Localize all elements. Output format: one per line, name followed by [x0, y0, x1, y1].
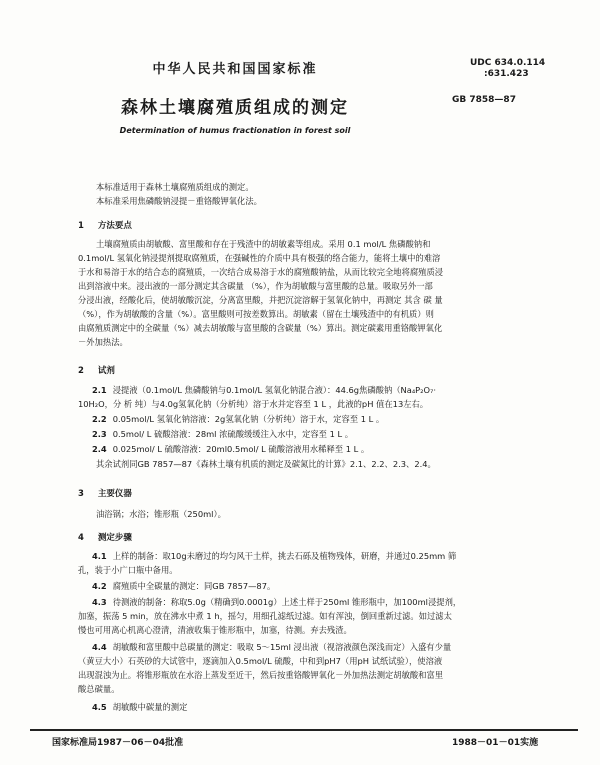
section-2-heading — [78, 364, 115, 376]
section-3-number: 3 — [78, 489, 84, 499]
item-number: 2.4 — [92, 444, 107, 454]
section-3-title: 主要仪器 — [97, 489, 132, 499]
step-4-5 — [92, 701, 187, 714]
section-1-title: 方法要点 — [97, 221, 132, 231]
item-text: 待测液的制备：称取5.0g（精确到0.0001g）上述土样于250ml 锥形瓶中，加100ml浸提剂， — [112, 597, 462, 607]
step-4-4-cont-1: （黄豆大小）石英砂的大试管中，逐滴加入0.5mol/L 硫酸，中和到pH7（用pH 试纸试验），使溶液 — [78, 656, 443, 666]
item-text: 0.05mol/L 氢氧化钠溶液：2g氢氧化钠（分析纯）溶于水，定容至 1 L 。 — [112, 414, 385, 424]
section-4-heading — [78, 531, 132, 543]
item-number: 2.2 — [92, 414, 107, 424]
step-4-3 — [92, 596, 580, 609]
item-text: 腐殖质中全碳量的测定：同GB 7857—87。 — [112, 581, 276, 591]
reagent-2-2 — [92, 413, 384, 426]
reagent-2-4 — [92, 443, 369, 456]
intro-line-2: 本标准采用焦磷酸钠浸提－重铬酸钾氧化法。 — [96, 196, 262, 206]
item-text: 胡敏酸和富里酸中总碳量的测定：吸取 5～15ml 浸出液（视溶液颜色深浅而定）入盛有少量 — [112, 642, 452, 652]
udc-line-1: UDC 634.0.114 — [470, 58, 546, 68]
item-text: 浸提液（0.1mol/L 焦磷酸钠与0.1mol/L 氢氧化钠混合液）：44.6g焦磷酸钠（Na₄P₂O₇· — [112, 385, 436, 395]
section-4-number: 4 — [78, 533, 84, 543]
issuer-header: 中华人民共和国国家标准 — [152, 62, 318, 77]
gb-code: GB 7858—87 — [452, 95, 516, 105]
s1-line-4: 出到溶液中来。浸出液的一部分测定其含碳量 （%），作为胡敏酸与富里酸的总量。吸取另外一部 — [78, 281, 433, 291]
section-2-title: 试剂 — [97, 366, 115, 376]
s1-line-5: 分浸出液，经酸化后，使胡敏酸沉淀，分离富里酸，并把沉淀溶解于氢氧化钠中，再测定 其含 碳 量 — [78, 295, 443, 305]
section-4-title: 测定步骤 — [97, 533, 132, 543]
step-4-1 — [92, 550, 580, 563]
instruments-text: 油浴锅；水浴；锥形瓶（250ml）。 — [96, 509, 226, 519]
section-2-number: 2 — [78, 366, 84, 376]
reagent-2-1 — [92, 384, 580, 397]
section-3-heading — [78, 487, 132, 499]
step-4-3-cont-1: 加塞，振荡 5 min，放在沸水中煮 1 h，摇匀，用细孔滤纸过滤。如有浑浊，倒回重新过滤。如过滤太 — [78, 611, 452, 621]
section-1-heading — [78, 219, 132, 231]
step-4-4-cont-3: 酸总碳量。 — [78, 684, 120, 694]
item-text: 上样的制备：取10g未磨过的均匀风干土样，挑去石砾及植物残体，研磨，并通过0.25mm 筛 — [112, 551, 457, 561]
s1-line-3: 于水和易溶于水的结合态的腐殖质，一次结合成易溶于水的腐殖酸钠盐，从而比较完全地将腐殖质浸 — [78, 267, 444, 277]
step-4-3-cont-2: 慢也可用离心机离心澄清，清液收集于锥形瓶中，加塞，待测。弃去残渣。 — [78, 625, 352, 635]
reagent-other: 其余试剂同GB 7857—87《森林土壤有机质的测定及碳氮比的计算》2.1、2.2、2.3、2.4。 — [96, 459, 436, 469]
item-number: 4.1 — [92, 551, 107, 561]
approval-date: 国家标准局1987－06－04批准 — [52, 738, 184, 748]
item-text: 0.5mol/ L 硫酸溶液：28ml 浓硫酸缓缓注入水中，定容至 1 L 。 — [112, 429, 354, 439]
step-4-4 — [92, 641, 580, 654]
document-title: 森林土壤腐殖质组成的测定 — [121, 98, 349, 118]
footer-divider — [30, 729, 578, 731]
reagent-2-1-cont: 10H₂O，分 析 纯）与4.0g氢氧化钠（分析纯）溶于水并定容至 1 L ，此液的pH 值在13左右。 — [78, 399, 429, 409]
udc-code — [470, 58, 545, 80]
step-4-2 — [92, 580, 275, 593]
item-number: 4.4 — [92, 642, 107, 652]
s1-line-7: 由腐殖质测定中的全碳量（%）减去胡敏酸与富里酸的含碳量（%）算出。测定碳素用重铬酸钾氧化 — [78, 323, 443, 333]
document-subtitle: Determination of humus fractionation in forest soil — [119, 126, 351, 135]
intro-line-1: 本标准适用于森林土壤腐殖质组成的测定。 — [96, 182, 254, 192]
s1-line-2: 0.1mol/L 氢氧化钠浸提剂提取腐殖质，在强碱性的介质中具有极强的络合能力，能将土壤中的难溶 — [78, 253, 441, 263]
section-1-number: 1 — [78, 221, 84, 231]
effective-date: 1988－01－01实施 — [452, 738, 539, 748]
s1-line-1: 土壤腐殖质由胡敏酸、富里酸和存在于残渣中的胡敏素等组成。采用 0.1 mol/L 焦磷酸钠和 — [96, 239, 431, 249]
udc-line-2: :631.423 — [484, 69, 529, 79]
item-text: 胡敏酸中碳量的测定 — [112, 702, 188, 712]
item-number: 2.3 — [92, 429, 107, 439]
step-4-1-cont: 孔，装于小广口瓶中备用。 — [78, 565, 178, 575]
s1-line-6: （%），作为胡敏酸的含量（%）。富里酸则可按差数算出。胡敏素（留在土壤残渣中的有机质）则 — [78, 309, 434, 319]
item-number: 4.3 — [92, 597, 107, 607]
item-text: 0.025mol/ L 硫酸溶液：20ml0.5mol/ L 硫酸溶液用水稀释至 1 L 。 — [112, 444, 370, 454]
reagent-2-3 — [92, 428, 353, 441]
item-number: 4.2 — [92, 581, 107, 591]
s1-line-8: －外加热法。 — [78, 337, 128, 347]
item-number: 2.1 — [92, 385, 107, 395]
item-number: 4.5 — [92, 702, 107, 712]
step-4-4-cont-2: 出现混浊为止。将锥形瓶放在水浴上蒸发至近干，然后按重铬酸钾氧化－外加热法测定胡敏酸和富里 — [78, 670, 444, 680]
